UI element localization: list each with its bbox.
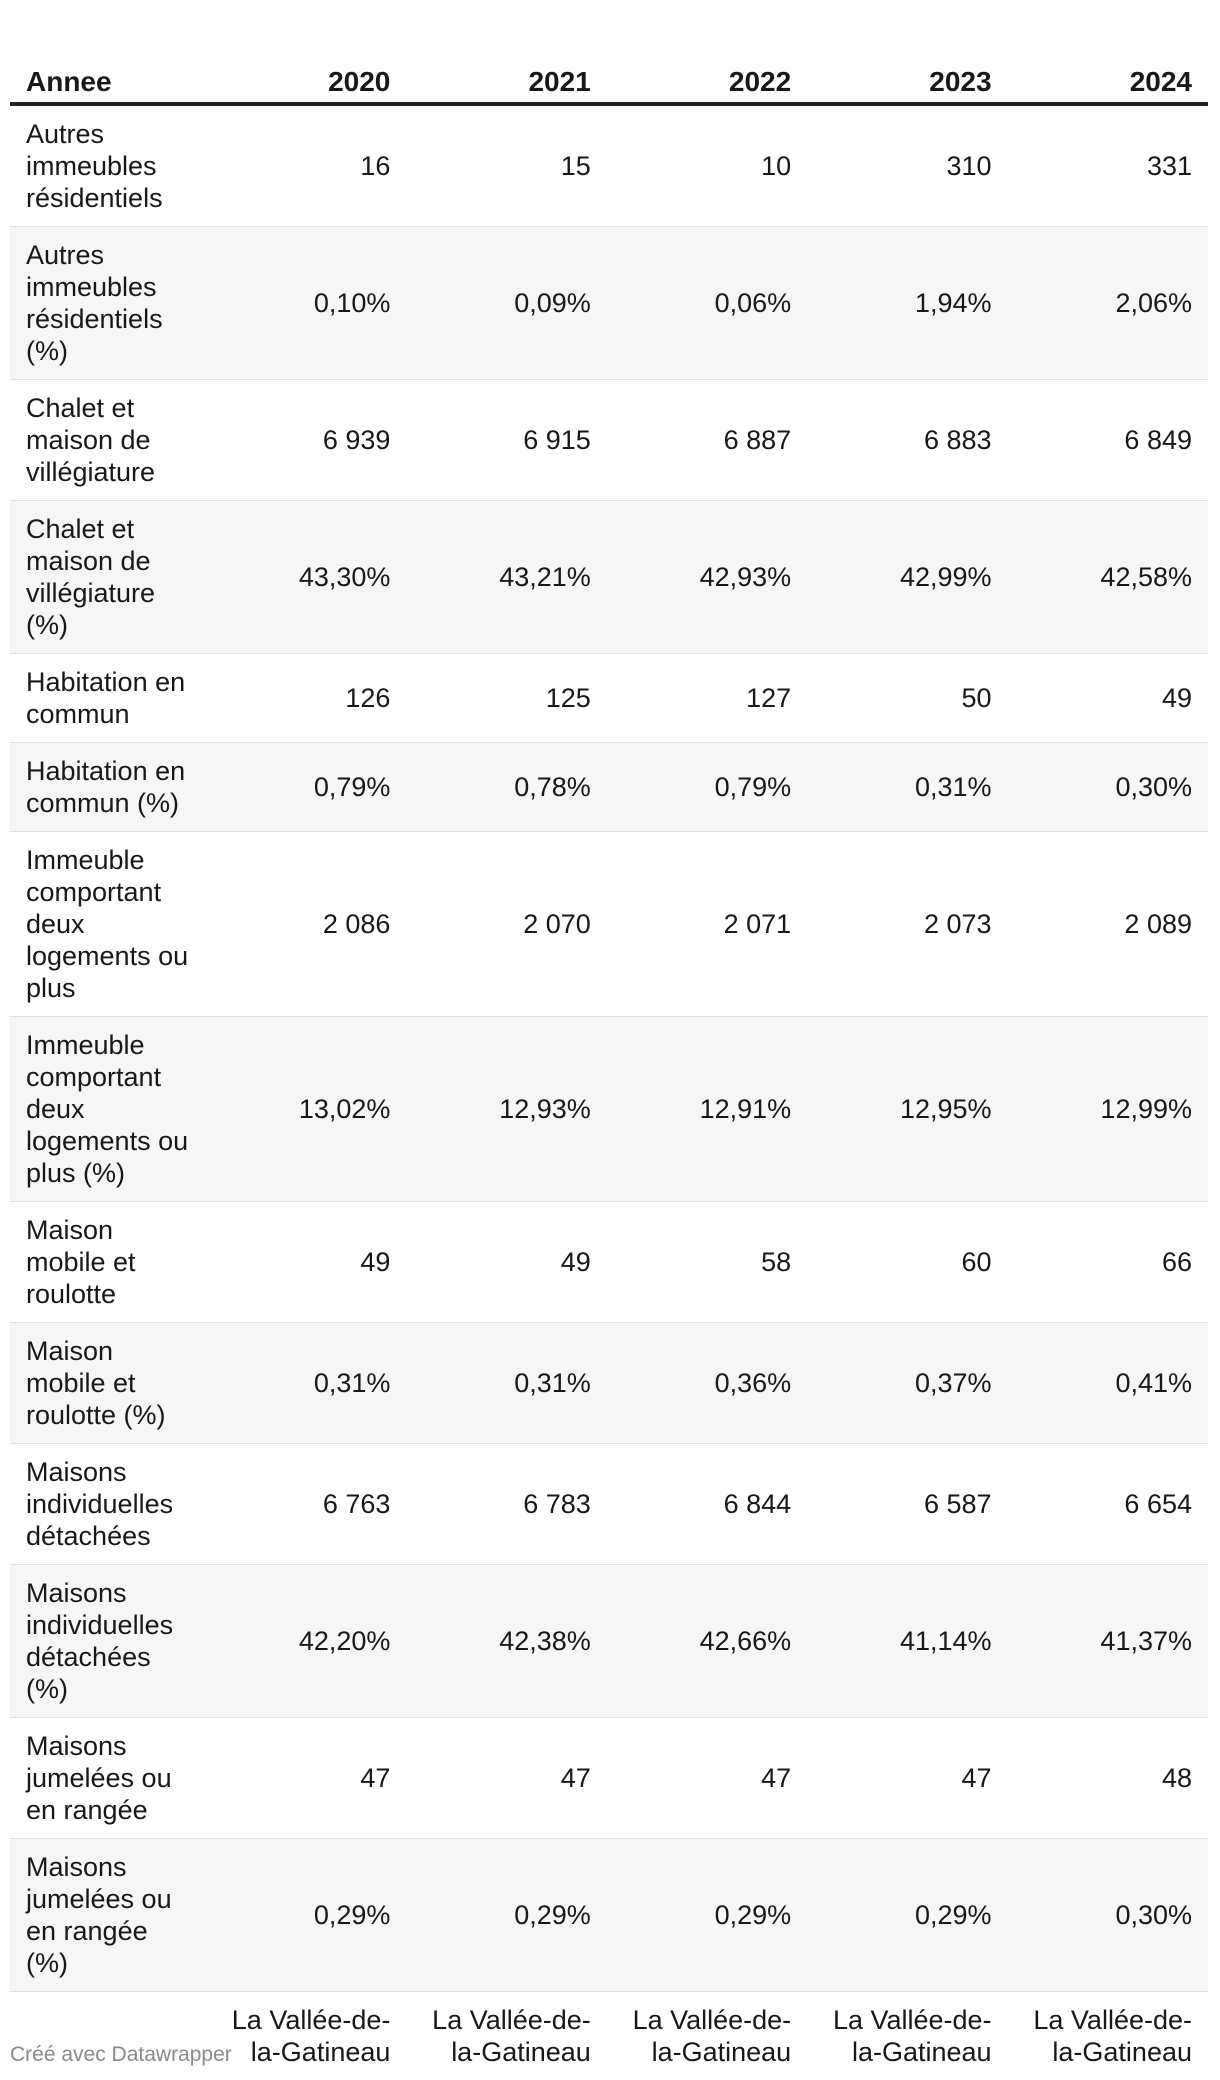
- value-cell: 42,99%: [807, 501, 1007, 654]
- value-cell: 41,14%: [807, 1565, 1007, 1718]
- value-cell: 126: [206, 654, 406, 743]
- value-cell: 10: [607, 104, 807, 227]
- value-cell: 2 089: [1008, 832, 1208, 1017]
- value-cell: 2 071: [607, 832, 807, 1017]
- value-cell: 66: [1008, 1202, 1208, 1323]
- value-cell: 58: [607, 1202, 807, 1323]
- value-cell: 2 086: [206, 832, 406, 1017]
- table-row: [10, 1718, 1208, 1839]
- table-row: [10, 832, 1208, 1017]
- row-label: Maisons individuelles détachées (%): [10, 1565, 206, 1718]
- value-cell: 127: [607, 654, 807, 743]
- value-cell: 49: [206, 1202, 406, 1323]
- value-cell: 0,31%: [206, 1323, 406, 1444]
- value-cell: 0,30%: [1008, 743, 1208, 832]
- value-cell: 0,29%: [807, 1839, 1007, 1992]
- region-cell: La Vallée-de-la-Gatineau: [807, 1992, 1007, 2080]
- value-cell: 6 783: [406, 1444, 606, 1565]
- row-label: Autres immeubles résidentiels: [10, 104, 206, 227]
- value-cell: 48: [1008, 1718, 1208, 1839]
- table-row: [10, 501, 1208, 654]
- value-cell: 6 883: [807, 380, 1007, 501]
- value-cell: 0,10%: [206, 227, 406, 380]
- value-cell: 0,29%: [206, 1839, 406, 1992]
- value-cell: 47: [406, 1718, 606, 1839]
- value-cell: 60: [807, 1202, 1007, 1323]
- row-label: Maison mobile et roulotte (%): [10, 1323, 206, 1444]
- row-label: Immeuble comportant deux logements ou plus: [10, 832, 206, 1017]
- table-row: [10, 743, 1208, 832]
- value-cell: 12,91%: [607, 1017, 807, 1202]
- row-label: Maison mobile et roulotte: [10, 1202, 206, 1323]
- row-label: Chalet et maison de villégiature: [10, 380, 206, 501]
- value-cell: 47: [807, 1718, 1007, 1839]
- value-cell: 0,78%: [406, 743, 606, 832]
- value-cell: 6 939: [206, 380, 406, 501]
- value-cell: 0,79%: [206, 743, 406, 832]
- value-cell: 0,37%: [807, 1323, 1007, 1444]
- value-cell: 0,09%: [406, 227, 606, 380]
- value-cell: 49: [1008, 654, 1208, 743]
- table-row: [10, 1444, 1208, 1565]
- value-cell: 47: [607, 1718, 807, 1839]
- column-header-year: 2022: [607, 40, 807, 104]
- value-cell: 50: [807, 654, 1007, 743]
- row-label: Chalet et maison de villégiature (%): [10, 501, 206, 654]
- header-row: [10, 40, 1208, 104]
- column-header-year: 2020: [206, 40, 406, 104]
- value-cell: 41,37%: [1008, 1565, 1208, 1718]
- data-table-container: [10, 40, 1208, 2080]
- value-cell: 125: [406, 654, 606, 743]
- row-label: Autres immeubles résidentiels (%): [10, 227, 206, 380]
- row-label: Habitation en commun: [10, 654, 206, 743]
- region-cell: La Vallée-de-la-Gatineau: [1008, 1992, 1208, 2080]
- region-cell: La Vallée-de-la-Gatineau: [406, 1992, 606, 2080]
- value-cell: 13,02%: [206, 1017, 406, 1202]
- value-cell: 310: [807, 104, 1007, 227]
- column-header-label: Annee: [10, 40, 206, 104]
- table-row: [10, 1839, 1208, 1992]
- row-label: Maisons jumelées ou en rangée (%): [10, 1839, 206, 1992]
- value-cell: 6 849: [1008, 380, 1208, 501]
- value-cell: 42,58%: [1008, 501, 1208, 654]
- data-table: [10, 40, 1208, 2080]
- value-cell: 1,94%: [807, 227, 1007, 380]
- table-row: [10, 1323, 1208, 1444]
- value-cell: 15: [406, 104, 606, 227]
- value-cell: 2 073: [807, 832, 1007, 1017]
- value-cell: 42,20%: [206, 1565, 406, 1718]
- value-cell: 0,31%: [807, 743, 1007, 832]
- row-label: Maisons individuelles détachées: [10, 1444, 206, 1565]
- row-label: Maisons jumelées ou en rangée: [10, 1718, 206, 1839]
- value-cell: 16: [206, 104, 406, 227]
- value-cell: 12,99%: [1008, 1017, 1208, 1202]
- table-row: [10, 1565, 1208, 1718]
- value-cell: 47: [206, 1718, 406, 1839]
- value-cell: 6 763: [206, 1444, 406, 1565]
- value-cell: 6 887: [607, 380, 807, 501]
- row-label: Immeuble comportant deux logements ou plus (%): [10, 1017, 206, 1202]
- value-cell: 331: [1008, 104, 1208, 227]
- datawrapper-credit[interactable]: Créé avec Datawrapper: [10, 2043, 232, 2067]
- value-cell: 42,38%: [406, 1565, 606, 1718]
- value-cell: 2 070: [406, 832, 606, 1017]
- value-cell: 6 654: [1008, 1444, 1208, 1565]
- value-cell: 43,21%: [406, 501, 606, 654]
- table-row: [10, 1202, 1208, 1323]
- table-row: [10, 1017, 1208, 1202]
- value-cell: 0,36%: [607, 1323, 807, 1444]
- value-cell: 6 915: [406, 380, 606, 501]
- column-header-year: 2023: [807, 40, 1007, 104]
- row-label: Habitation en commun (%): [10, 743, 206, 832]
- value-cell: 0,29%: [406, 1839, 606, 1992]
- value-cell: 49: [406, 1202, 606, 1323]
- value-cell: 0,29%: [607, 1839, 807, 1992]
- value-cell: 43,30%: [206, 501, 406, 654]
- table-row: [10, 227, 1208, 380]
- region-cell: La Vallée-de-la-Gatineau: [206, 1992, 406, 2080]
- column-header-year: 2021: [406, 40, 606, 104]
- value-cell: 6 844: [607, 1444, 807, 1565]
- value-cell: 42,66%: [607, 1565, 807, 1718]
- value-cell: 2,06%: [1008, 227, 1208, 380]
- value-cell: 6 587: [807, 1444, 1007, 1565]
- table-row: [10, 104, 1208, 227]
- value-cell: 0,79%: [607, 743, 807, 832]
- table-row: [10, 654, 1208, 743]
- table-row: [10, 380, 1208, 501]
- value-cell: 12,95%: [807, 1017, 1007, 1202]
- value-cell: 0,41%: [1008, 1323, 1208, 1444]
- value-cell: 42,93%: [607, 501, 807, 654]
- value-cell: 0,31%: [406, 1323, 606, 1444]
- value-cell: 0,30%: [1008, 1839, 1208, 1992]
- column-header-year: 2024: [1008, 40, 1208, 104]
- value-cell: 0,06%: [607, 227, 807, 380]
- value-cell: 12,93%: [406, 1017, 606, 1202]
- region-cell: La Vallée-de-la-Gatineau: [607, 1992, 807, 2080]
